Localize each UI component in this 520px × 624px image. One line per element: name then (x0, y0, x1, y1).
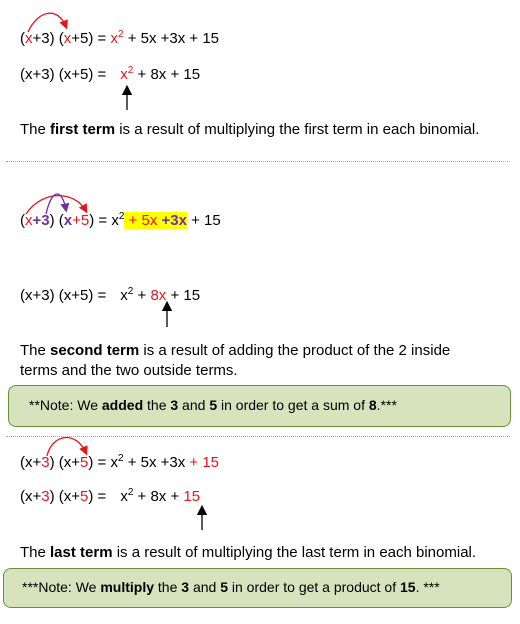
section2-explanation (20, 341, 480, 381)
exponent: 2 (117, 453, 124, 464)
last-five: 5 (80, 488, 89, 505)
x-squared-base: x (110, 30, 118, 47)
section2-note-box (8, 385, 511, 427)
expr-rest: + 15 (166, 287, 201, 304)
note-bold: added (101, 397, 144, 413)
section2-equation-2 (20, 287, 200, 304)
inner-terms-curved-arrow (46, 194, 66, 214)
note-text: in order to get a product of (228, 579, 400, 595)
expr-text: ) = (88, 488, 107, 505)
inner-x: x (63, 212, 73, 229)
inner-product: +3x (161, 212, 187, 229)
section-divider (6, 436, 510, 437)
expr-text: ) = x (88, 454, 118, 471)
expr-rest: + 5x +3x + 15 (123, 30, 220, 47)
expr-text: (x+ (20, 454, 42, 471)
second-binomial-x: x (63, 30, 72, 47)
note-text: in order to get a sum of (217, 397, 369, 413)
exponent: 2 (127, 286, 134, 297)
last-five: 5 (80, 454, 89, 471)
note-bold: 3 (170, 397, 179, 413)
note-text: ***Note: We (22, 579, 101, 595)
note-text: .*** (376, 397, 397, 413)
para-text: is a result of multiplying the first term in each binomial. (115, 121, 480, 138)
highlighted-middle-terms (124, 212, 187, 229)
para-text: is a result of adding the product of the 2 inside terms and the two outside terms. (20, 342, 451, 379)
expr-lhs: (x+3) (x+5) = (20, 66, 107, 83)
section1-explanation (20, 120, 515, 140)
section3-equation-2 (20, 488, 200, 505)
last-term-15: 15 (183, 488, 201, 505)
exponent: 2 (127, 487, 134, 498)
note-text: . *** (415, 579, 440, 595)
expr-text: + (133, 287, 151, 304)
expr-text: ) = x (89, 212, 119, 229)
last-term: + 15 (189, 454, 220, 471)
outer-x: x (25, 212, 33, 229)
x-squared-base: x (120, 287, 128, 304)
paren: ( (20, 212, 25, 229)
outer-five: +5 (72, 212, 90, 229)
note-bold: 5 (220, 579, 228, 595)
section1-equation-1 (20, 30, 219, 47)
para-bold: last term (50, 544, 113, 561)
expr-text: +3) ( (32, 30, 64, 47)
expr-text: +5) = (71, 30, 111, 47)
para-bold: first term (50, 121, 116, 138)
inner-three: +3 (32, 212, 50, 229)
para-text: The (20, 342, 51, 359)
expr-text: ) (x+ (49, 488, 81, 505)
expr-rest: + 15 (186, 212, 221, 229)
expr-text: + 5x +3x (123, 454, 190, 471)
outer-product: + 5x (124, 212, 162, 229)
note-bold: 15 (400, 579, 416, 595)
section-divider (6, 161, 510, 162)
note-text: the (143, 397, 171, 413)
note-text: and (189, 579, 221, 595)
para-text: The (20, 544, 51, 561)
x-squared-base: x (120, 488, 128, 505)
para-text: The (20, 121, 51, 138)
result-x-squared (110, 30, 123, 47)
section3-note-box (3, 568, 512, 608)
section2-equation-1 (20, 212, 221, 229)
expr-text: ) ( (49, 212, 64, 229)
result-x-squared (120, 66, 133, 83)
exponent: 2 (127, 65, 134, 76)
note-text: and (178, 397, 210, 413)
note-bold: 3 (181, 579, 190, 595)
expr-text: ) (x+ (49, 454, 81, 471)
expr-rest: + 8x + 15 (133, 66, 201, 83)
section1-equation-2 (20, 66, 200, 83)
note-bold: multiply (100, 579, 155, 595)
paren: ( (20, 30, 25, 47)
section3-equation-1 (20, 454, 219, 471)
expr-text: (x+ (20, 488, 42, 505)
x-squared-base: x (120, 66, 128, 83)
exponent: 2 (118, 211, 125, 222)
first-term-x: x (25, 30, 33, 47)
exponent: 2 (117, 29, 124, 40)
note-bold: 8 (368, 397, 377, 413)
para-bold: second term (50, 342, 140, 359)
section3-explanation (20, 543, 515, 563)
para-text: is a result of multiplying the last term in each binomial. (112, 544, 477, 561)
last-three: 3 (41, 488, 50, 505)
note-text: **Note: We (29, 397, 102, 413)
expr-text: + 8x + (133, 488, 184, 505)
expr-lhs: (x+3) (x+5) = (20, 287, 107, 304)
middle-term-8x: 8x (150, 287, 167, 304)
note-text: the (154, 579, 182, 595)
last-three: 3 (41, 454, 50, 471)
note-bold: 5 (209, 397, 218, 413)
